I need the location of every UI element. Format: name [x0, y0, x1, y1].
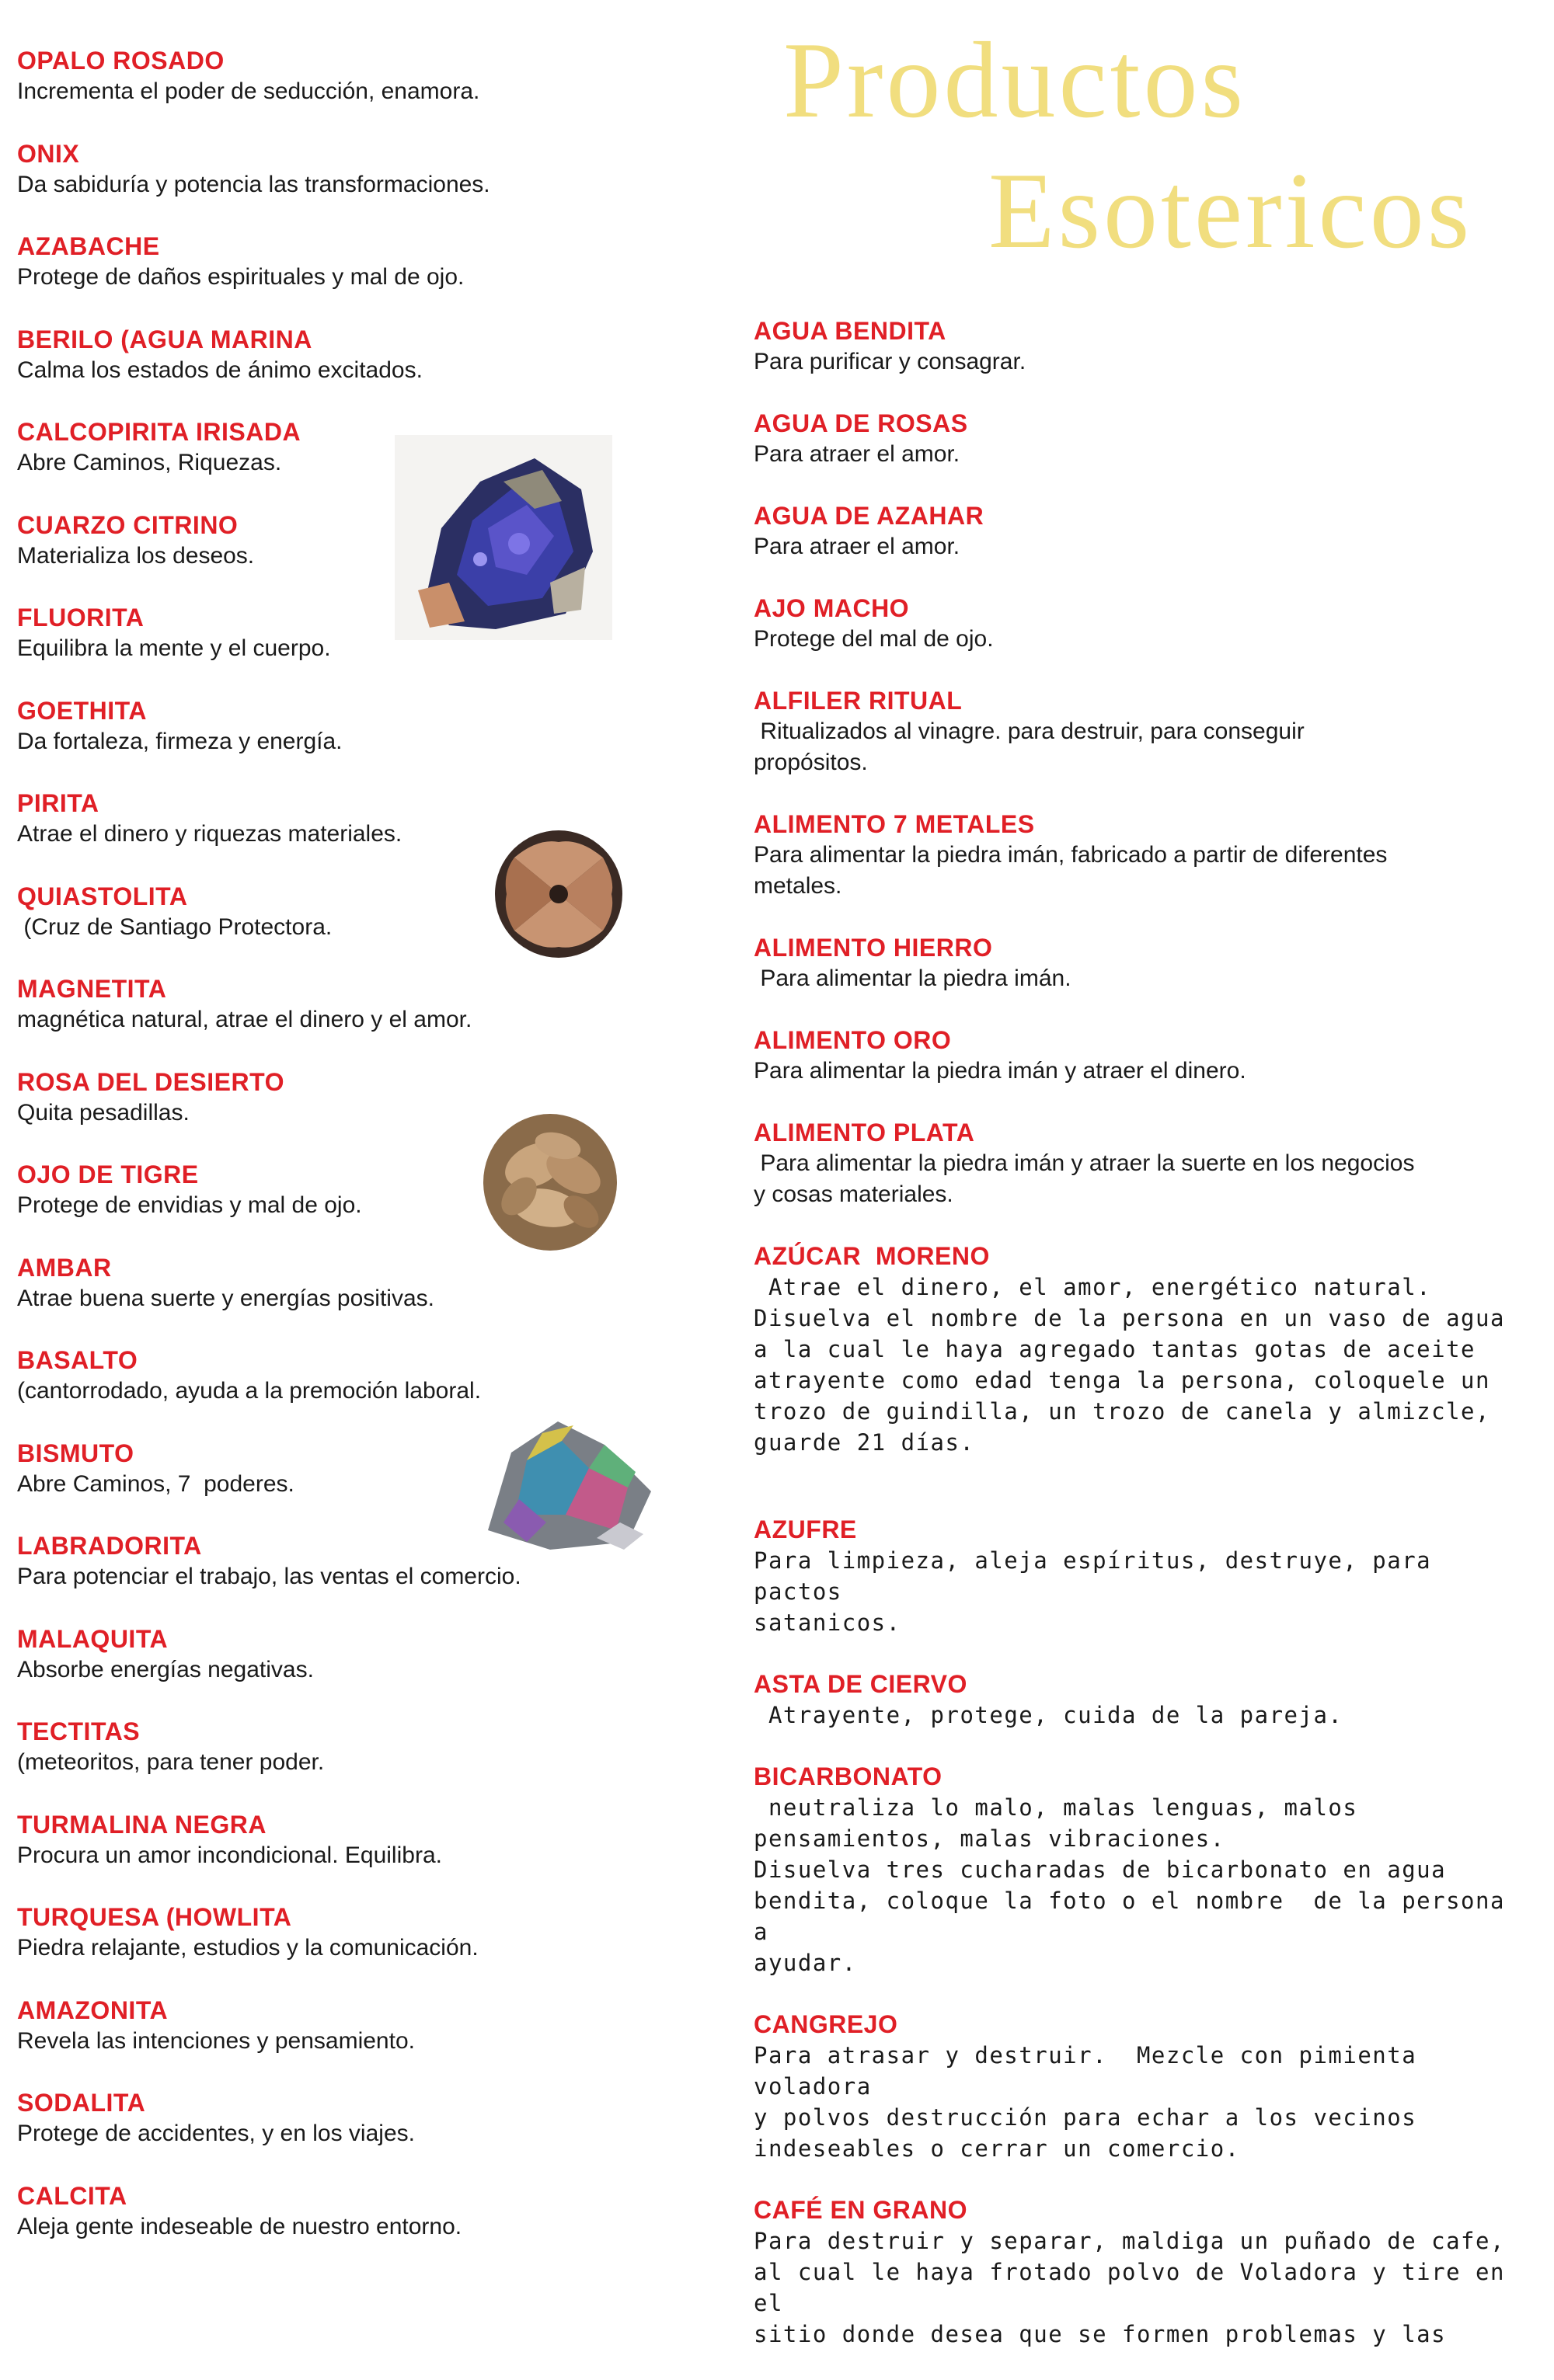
item-description: Piedra relajante, estudios y la comunicación. — [17, 1935, 479, 1961]
item-azucar-moreno — [754, 1240, 1531, 1458]
item-name: BERILO (AGUA MARINA — [17, 325, 312, 353]
item-description: Abre Caminos, Riquezas. — [17, 450, 282, 475]
item-malaquita — [17, 1623, 701, 1717]
item-name: ALIMENTO PLATA — [754, 1119, 975, 1147]
item-description: Para purificar y consagrar. — [754, 349, 1026, 374]
item-name: GOETHITA — [17, 696, 147, 725]
item-tectitas — [17, 1716, 701, 1809]
item-cafe-en-grano — [754, 2194, 1531, 2350]
item-description: Para atraer el amor. — [754, 441, 960, 467]
item-goethita — [17, 695, 701, 788]
item-name: TURMALINA NEGRA — [17, 1810, 267, 1839]
item-alimento-hierro — [754, 932, 1531, 994]
item-name: AZÚCAR MORENO — [754, 1242, 990, 1270]
item-name: ROSA DEL DESIERTO — [17, 1067, 284, 1096]
item-description: Absorbe energías negativas. — [17, 1656, 314, 1682]
item-description: Quita pesadillas. — [17, 1099, 190, 1126]
item-description: Protege de accidentes, y en los viajes. — [17, 2121, 415, 2146]
item-azabache — [17, 231, 701, 324]
products-list — [754, 315, 1531, 2380]
item-description: Protege del mal de ojo. — [754, 626, 994, 652]
item-description: Atrae el dinero, el amor, energético natural. Disuelva el nombre de la persona en un vaso de agua a la cual le haya agregado tantas gotas de aceite atrayente como edad tenga la persona, coloquele un trozo de guindilla, un trozo de canela y almizcle, guarde 21 días. — [754, 1274, 1505, 1456]
item-description: Equilibra la mente y el cuerpo. — [17, 635, 331, 661]
item-name: TECTITAS — [17, 1717, 141, 1745]
item-description: Para limpieza, aleja espíritus, destruye, para pactos satanicos. — [754, 1547, 1432, 1636]
item-name: AGUA DE AZAHAR — [754, 502, 984, 530]
item-name: FLUORITA — [17, 604, 145, 632]
item-name: OJO DE TIGRE — [17, 1160, 199, 1188]
item-name: PIRITA — [17, 789, 99, 817]
item-description: Ritualizados al vinagre. para destruir, para conseguir propósitos. — [754, 719, 1305, 775]
item-name: LABRADORITA — [17, 1532, 202, 1560]
item-description: Calma los estados de ánimo excitados. — [17, 357, 423, 383]
rosa-del-desierto-stone-image — [472, 1103, 628, 1258]
item-description: Materializa los deseos. — [17, 542, 255, 569]
item-name: QUIASTOLITA — [17, 882, 188, 910]
item-calcita — [17, 2180, 701, 2274]
item-agua-bendita — [754, 315, 1531, 378]
item-description: Revela las intenciones y pensamiento. — [17, 2027, 415, 2054]
item-opalo-rosado — [17, 45, 701, 138]
item-description: Da sabiduría y potencia las transformaciones. — [17, 171, 490, 197]
item-alimento-oro — [754, 1025, 1531, 1087]
item-turquesa-howlita — [17, 1902, 701, 1995]
item-azufre — [754, 1514, 1531, 1638]
item-description: Para alimentar la piedra imán y atraer la suerte en los negocios y cosas materiales. — [754, 1150, 1415, 1207]
item-description: Incrementa el poder de seducción, enamora. — [17, 78, 480, 104]
item-alimento-plata — [754, 1117, 1531, 1210]
item-name: ALIMENTO ORO — [754, 1026, 952, 1054]
item-agua-de-azahar — [754, 500, 1531, 562]
item-name: AZABACHE — [17, 232, 160, 260]
item-description: Atrayente, protege, cuida de la pareja. — [754, 1702, 1343, 1728]
item-description: Protege de daños espirituales y mal de ojo. — [17, 264, 465, 290]
item-name: ALIMENTO 7 METALES — [754, 810, 1035, 838]
item-description: (cantorrodado, ayuda a la premoción laboral. — [17, 1378, 482, 1404]
item-description: (meteoritos, para tener poder. — [17, 1749, 325, 1775]
item-description: (Cruz de Santiago Protectora. — [17, 913, 333, 940]
item-name: BASALTO — [17, 1346, 138, 1374]
item-amazonita — [17, 1995, 701, 2088]
item-name: OPALO ROSADO — [17, 47, 225, 75]
item-description: magnética natural, atrae el dinero y el amor. — [17, 1007, 472, 1032]
item-description: Para alimentar la piedra imán. — [754, 966, 1071, 991]
item-ambar — [17, 1252, 701, 1345]
item-description: Para atraer el amor. — [754, 534, 960, 559]
item-name: CAFÉ EN GRANO — [754, 2196, 967, 2224]
item-name: BISMUTO — [17, 1439, 134, 1467]
item-onix — [17, 138, 701, 231]
item-description: Protege de envidias y mal de ojo. — [17, 1192, 362, 1218]
item-name: ONIX — [17, 139, 80, 168]
item-name: AMAZONITA — [17, 1996, 169, 2024]
quiastolita-stone-image — [491, 826, 626, 962]
item-description: neutraliza lo malo, malas lenguas, malos pensamientos, malas vibraciones. Disuelva tres cucharadas de bicarbonato en agua bendita, coloque la foto o el nombre de la persona a ayudar. — [754, 1794, 1505, 1976]
item-description: Aleja gente indeseable de nuestro entorno. — [17, 2213, 462, 2239]
item-description: Procura un amor incondicional. Equilibra. — [17, 1842, 442, 1868]
item-name: AMBAR — [17, 1253, 112, 1282]
item-description: Para destruir y separar, maldiga un puñado de cafe, al cual le haya frotado polvo de Voladora y tire en el sitio donde desea que se formen problemas y las — [754, 2228, 1505, 2347]
page-title-line-2: Esotericos — [988, 151, 1473, 271]
item-description: Atrae buena suerte y energías positivas. — [17, 1285, 434, 1311]
item-description: Para alimentar la piedra imán y atraer el dinero. — [754, 1058, 1246, 1084]
item-name: ALFILER RITUAL — [754, 687, 963, 715]
item-sodalita — [17, 2087, 701, 2180]
item-name: BICARBONATO — [754, 1762, 943, 1790]
item-description: Para atrasar y destruir. Mezcle con pimienta voladora y polvos destrucción para echar a los vecinos indeseables o cerrar un comercio. — [754, 2042, 1417, 2162]
item-description: Para alimentar la piedra imán, fabricado a partir de diferentes metales. — [754, 842, 1388, 899]
item-name: AGUA DE ROSAS — [754, 409, 968, 437]
item-name: MALAQUITA — [17, 1624, 169, 1653]
item-turmalina-negra — [17, 1809, 701, 1902]
item-name: MAGNETITA — [17, 975, 167, 1003]
item-description: Da fortaleza, firmeza y energía. — [17, 728, 343, 754]
item-name: AJO MACHO — [754, 594, 910, 622]
item-cangrejo — [754, 2009, 1531, 2164]
item-description: Para potenciar el trabajo, las ventas el comercio. — [17, 1564, 521, 1589]
item-ajo-macho — [754, 593, 1531, 655]
page-title-line-1: Productos — [783, 20, 1246, 141]
item-name: CALCITA — [17, 2181, 127, 2210]
item-alfiler-ritual — [754, 685, 1531, 778]
item-name: SODALITA — [17, 2089, 146, 2117]
item-name: AGUA BENDITA — [754, 317, 946, 345]
item-description: Abre Caminos, 7 poderes. — [17, 1470, 294, 1497]
item-magnetita — [17, 973, 701, 1066]
item-asta-de-ciervo — [754, 1668, 1531, 1731]
item-agua-de-rosas — [754, 408, 1531, 470]
item-name: CANGREJO — [754, 2010, 898, 2038]
calcopirita-stone-image — [395, 435, 612, 640]
bismuto-stone-image — [472, 1406, 667, 1554]
item-name: AZUFRE — [754, 1515, 857, 1543]
item-bicarbonato — [754, 1761, 1531, 1978]
item-description: Atrae el dinero y riquezas materiales. — [17, 821, 402, 847]
item-name: CALCOPIRITA IRISADA — [17, 418, 301, 446]
item-name: TURQUESA (HOWLITA — [17, 1903, 292, 1931]
item-berilo-agua-marina — [17, 324, 701, 417]
item-name: ASTA DE CIERVO — [754, 1670, 967, 1698]
item-name: CUARZO CITRINO — [17, 510, 239, 539]
item-name: ALIMENTO HIERRO — [754, 934, 993, 962]
item-alimento-7-metales — [754, 809, 1531, 902]
